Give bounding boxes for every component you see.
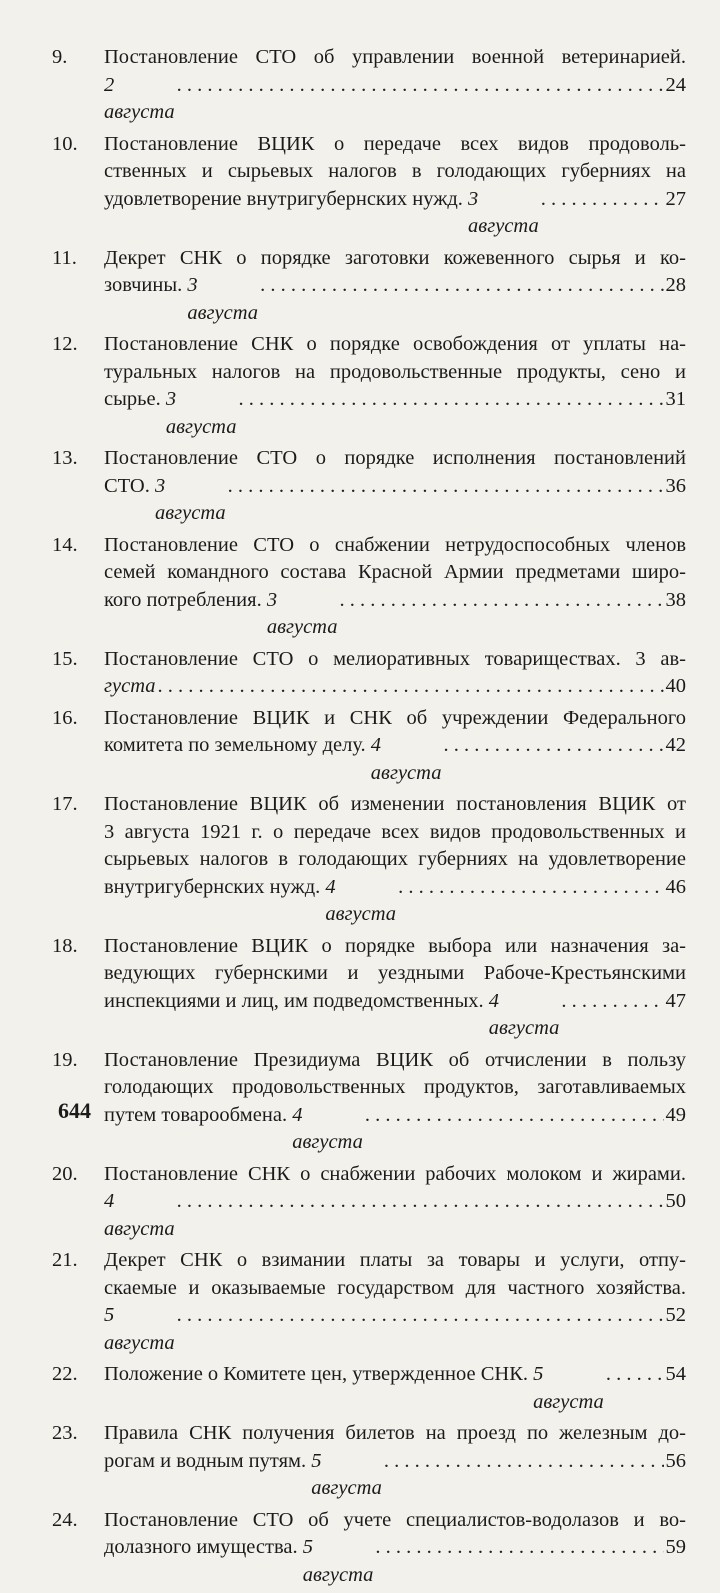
entry-page-number: 46 — [665, 875, 686, 898]
dot-leader — [443, 732, 663, 760]
entry-page-number: 56 — [665, 1449, 686, 1472]
entry-text-line: Постановление СТО о порядке исполнения постановлений — [104, 447, 686, 469]
entry-page-number: 42 — [665, 734, 686, 756]
entry-text-line: Постановление СТО об управлении военной ветеринарией. — [104, 46, 686, 68]
entry-text-tail: рогам и водным путям. — [104, 1449, 307, 1472]
entry-last-line — [104, 1534, 686, 1589]
entry-text-line: Постановление Президиума ВЦИК об отчислении в пользу — [104, 1048, 686, 1071]
entry-last-line — [104, 1302, 686, 1357]
toc-entry — [0, 933, 720, 1043]
dot-leader — [177, 1188, 664, 1216]
toc-entry — [0, 646, 720, 701]
entry-last-line — [104, 673, 686, 701]
entry-date: 3 августа — [154, 474, 226, 524]
entry-text-line: туральных налогов на продовольственные продукты, сено и — [104, 360, 686, 383]
entry-text-line: семей командного состава Красной Армии предметами широ- — [104, 561, 686, 583]
entry-text-line: сырьевых налогов в голодающих губерниях на удовлетворение — [104, 848, 686, 870]
entry-text-line: Постановление ВЦИК и СНК об учреждении Федерального — [104, 706, 686, 729]
toc-entry — [0, 791, 720, 929]
entry-last-line — [104, 1102, 686, 1157]
entry-text-line: Постановление ВЦИК о порядке выбора или назначения за- — [104, 934, 686, 957]
entry-text-line: Постановление СТО о мелиоративных товариществах. 3 ав- — [104, 647, 686, 670]
entry-number: 18. — [52, 934, 78, 957]
dot-leader — [177, 1302, 664, 1330]
entry-text-line: Постановление СНК о снабжении рабочих молоком и жирами. — [104, 1162, 686, 1185]
entry-date: 4 августа — [370, 734, 442, 784]
toc-entry — [0, 445, 720, 528]
entry-text-tail: СТО. — [104, 474, 150, 497]
dot-leader — [561, 988, 663, 1016]
toc-entry — [0, 1507, 720, 1590]
entry-text-tail: внутригубернских нужд. — [104, 875, 321, 898]
dot-leader — [541, 186, 664, 214]
entry-date: 3 августа — [468, 187, 539, 237]
entry-last-line — [104, 1188, 686, 1243]
entry-text-line: голодающих продовольственных продуктов, заготавливаемых — [104, 1076, 686, 1098]
entry-date: 5 августа — [311, 1449, 382, 1499]
entry-text-line: 3 августа 1921 г. о передаче всех видов продовольственных и — [104, 820, 686, 843]
entry-date: 5 августа — [533, 1363, 604, 1413]
entry-text-line: Декрет СНК о взимании платы за товары и услуги, отпу- — [104, 1249, 686, 1271]
entry-number: 10. — [52, 132, 78, 155]
entry-text-line: Постановление ВЦИК об изменении постановления ВЦИК от — [104, 793, 686, 815]
dot-leader — [384, 1448, 664, 1476]
entry-date: густа — [104, 675, 156, 697]
toc-entry — [0, 245, 720, 328]
entry-page-number: 49 — [665, 1103, 686, 1126]
entry-page-number: 52 — [665, 1304, 686, 1326]
entry-page-number: 40 — [665, 675, 686, 697]
entry-text-line: Декрет СНК о порядке заготовки кожевенного сырья и ко- — [104, 246, 686, 269]
entry-number: 23. — [52, 1422, 78, 1444]
entry-number: 20. — [52, 1162, 78, 1185]
toc-entry — [0, 1420, 720, 1503]
entry-page-number: 47 — [665, 989, 686, 1012]
entry-text-line: Постановление СНК о порядке освобождения от уплаты на- — [104, 333, 686, 355]
entry-text-tail: удовлетворение внутригубернских нужд. — [104, 187, 463, 210]
toc-entry — [0, 705, 720, 788]
dot-leader — [365, 1102, 664, 1130]
entry-text-tail: долазного имущества. — [104, 1536, 298, 1558]
entry-number: 9. — [52, 46, 68, 68]
entry-last-line — [104, 272, 686, 327]
dot-leader — [177, 72, 664, 100]
entry-last-line — [104, 988, 686, 1043]
entry-text-tail: инспекциями и лиц, им подведомственных. — [104, 989, 484, 1012]
entry-page-number: 54 — [665, 1363, 686, 1385]
dot-leader — [228, 473, 664, 501]
entry-page-number: 38 — [665, 588, 686, 611]
entry-number: 14. — [52, 533, 78, 556]
dot-leader — [238, 386, 663, 414]
dot-leader — [158, 673, 664, 701]
entry-text-line: Постановление СТО об учете специалистов-водолазов и во- — [104, 1508, 686, 1531]
entry-text-tail: комитета по земельному делу. — [104, 734, 366, 756]
entry-number: 24. — [52, 1508, 78, 1531]
entry-last-line — [104, 186, 686, 241]
table-of-contents — [0, 44, 720, 1593]
entry-last-line — [104, 72, 686, 127]
dot-leader — [375, 1534, 663, 1562]
toc-entry — [0, 131, 720, 241]
entry-number: 13. — [52, 447, 78, 469]
entry-page-number: 28 — [665, 274, 686, 296]
entry-page-number: 59 — [665, 1536, 686, 1558]
toc-entry — [0, 1161, 720, 1244]
entry-text-line: ведующих губернскими и уездными Рабоче-Крестьянскими — [104, 962, 686, 984]
entry-text-tail: Положение о Комитете цен, утвержденное СНК. — [104, 1363, 529, 1385]
entry-date: 3 августа — [187, 274, 259, 324]
toc-entry — [0, 1047, 720, 1157]
entry-text-tail: зовчины. — [104, 274, 183, 296]
dot-leader — [339, 587, 663, 615]
entry-last-line — [104, 874, 686, 929]
dot-leader — [398, 874, 663, 902]
entry-number: 11. — [52, 246, 77, 269]
entry-number: 19. — [52, 1048, 78, 1071]
entry-date: 4 августа — [104, 1190, 175, 1240]
entry-text-tail: сырье. — [104, 388, 161, 410]
entry-number: 17. — [52, 793, 78, 815]
entry-number: 21. — [52, 1249, 78, 1271]
entry-date: 4 августа — [325, 875, 397, 925]
page-number: 644 — [58, 1098, 91, 1123]
entry-number: 22. — [52, 1363, 78, 1385]
entry-page-number: 31 — [665, 388, 686, 410]
entry-last-line — [104, 1361, 686, 1416]
entry-text-line: ственных и сырьевых налогов в голодающих губерниях на — [104, 160, 686, 182]
toc-entry — [0, 1247, 720, 1357]
entry-date: 2 августа — [104, 73, 175, 123]
entry-last-line — [104, 732, 686, 787]
entry-number: 15. — [52, 647, 78, 670]
toc-entry — [0, 44, 720, 127]
entry-date: 3 августа — [266, 588, 338, 638]
entry-last-line — [104, 386, 686, 441]
toc-entry — [0, 532, 720, 642]
entry-date: 4 августа — [292, 1103, 363, 1153]
entry-number: 16. — [52, 706, 78, 729]
entry-date: 5 августа — [302, 1536, 374, 1586]
entry-text-tail: путем товарообмена. — [104, 1103, 288, 1126]
entry-date: 3 августа — [165, 388, 237, 438]
toc-entry — [0, 1361, 720, 1416]
entry-last-line — [104, 1448, 686, 1503]
entry-page-number: 24 — [665, 73, 686, 96]
entry-page-number: 36 — [665, 474, 686, 497]
toc-entry — [0, 331, 720, 441]
dot-leader — [606, 1361, 664, 1389]
entry-text-line: Правила СНК получения билетов на проезд по железным до- — [104, 1422, 686, 1444]
entry-text-tail: кого потребления. — [104, 588, 262, 611]
dot-leader — [260, 272, 663, 300]
entry-number: 12. — [52, 333, 78, 355]
entry-last-line — [104, 473, 686, 528]
entry-date: 4 августа — [488, 989, 560, 1039]
entry-last-line — [104, 587, 686, 642]
entry-page-number: 50 — [665, 1190, 686, 1212]
entry-text-line: Постановление СТО о снабжении нетрудоспособных членов — [104, 533, 686, 556]
entry-date: 5 августа — [104, 1304, 175, 1354]
entry-text-line: скаемые и оказываемые государством для частного хозяйства. — [104, 1276, 686, 1299]
entry-page-number: 27 — [665, 187, 686, 210]
entry-text-line: Постановление ВЦИК о передаче всех видов продоволь- — [104, 132, 686, 155]
